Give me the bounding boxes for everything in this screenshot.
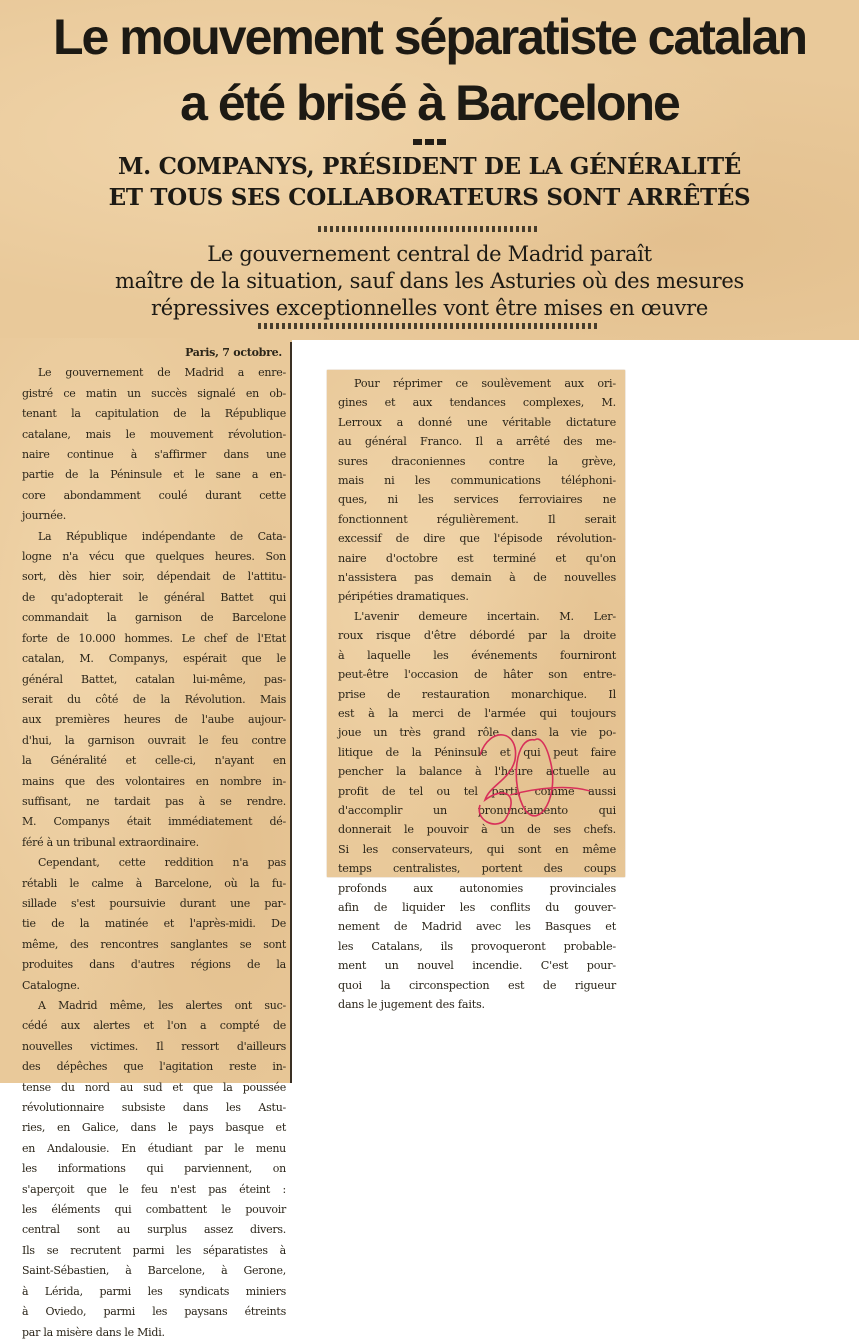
text-line: catalan, M. Companys, espérait que le — [22, 652, 286, 666]
text-line: profonds aux autonomies provinciales — [338, 881, 616, 895]
text-line: logne n'a vécu que quelques heures. Son — [22, 550, 286, 564]
wavy-rule — [258, 323, 598, 329]
text-line: prise de restauration monarchique. Il — [338, 687, 616, 701]
text-line: nouvelles victimes. Il ressort d'ailleurs — [22, 1039, 286, 1053]
text-line: litique de la Péninsule et qui peut faire — [338, 745, 616, 759]
text-line: temps centralistes, portent des coups — [338, 862, 616, 876]
text-line: aux premières heures de l'aube aujour- — [22, 713, 286, 727]
text-line: core abondamment coulé durant cette — [22, 488, 286, 502]
text-line: de qu'adopterait le général Battet qui — [22, 590, 286, 604]
text-line: à Lérida, parmi les syndicats miniers — [22, 1284, 286, 1298]
paragraph — [22, 363, 286, 526]
text-line: Saint-Sébastien, à Barcelone, à Gerone, — [22, 1264, 286, 1278]
text-line: des dépêches que l'agitation reste in- — [22, 1060, 286, 1074]
dateline: Paris, 7 octobre. — [185, 346, 282, 359]
text-line: naire d'octobre est terminé et qu'on — [338, 551, 616, 565]
text-line: naire continue à s'affirmer dans une — [22, 448, 286, 462]
text-line: produites dans d'autres régions de la — [22, 958, 286, 972]
text-line: au général Franco. Il a arrêté des me- — [338, 435, 616, 449]
text-line: suffisant, ne tardait pas à se rendre. — [22, 794, 286, 808]
headline-line-2: a été brisé à Barcelone — [180, 75, 679, 131]
text-line: partie de la Péninsule et le sane a en- — [22, 468, 286, 482]
text-line: les informations qui parviennent, on — [22, 1162, 286, 1176]
column-rule — [290, 342, 292, 1083]
text-line: roux risque d'être débordé par la droite — [338, 629, 616, 643]
text-line: fonctionnent régulièrement. Il serait — [338, 512, 616, 526]
text-line: est à la merci de l'armée qui toujours — [338, 706, 616, 720]
text-line: A Madrid même, les alertes ont suc- — [38, 999, 286, 1012]
text-line: central sont au surplus assez divers. — [22, 1223, 286, 1237]
text-line: tenant la capitulation de la République — [22, 407, 286, 421]
text-line: joue un très grand rôle dans la vie po- — [338, 726, 616, 740]
text-line: n'assistera pas demain à de nouvelles — [338, 571, 616, 585]
text-line: La République indépendante de Cata- — [38, 529, 286, 543]
deck-line-2: maître de la situation, sauf dans les Asturies où des mesures — [115, 269, 744, 293]
text-line: catalane, mais le mouvement révolution- — [22, 427, 286, 441]
text-line: rétabli le calme à Barcelone, où la fu- — [22, 876, 286, 890]
subhead-line-1: M. COMPANYS, PRÉSIDENT DE LA GÉNÉRALITÉ — [118, 153, 741, 180]
paragraph — [22, 996, 286, 1343]
text-line: commandait la garnison de Barcelone — [22, 611, 286, 625]
text-line: ries, en Galice, dans le pays basque et — [22, 1121, 286, 1135]
text-line: révolutionnaire subsiste dans les Astu- — [22, 1101, 286, 1115]
text-line: quoi la circonspection est de rigueur — [338, 978, 616, 992]
text-line: gines et aux tendances complexes, M. — [338, 396, 616, 410]
deck-line-3: répressives exceptionnelles vont être mises en œuvre — [151, 296, 708, 320]
text-line: d'accomplir un pronunciamento qui — [338, 803, 616, 817]
text-line: nement de Madrid avec les Basques et — [338, 920, 616, 934]
text-line: en Andalousie. En étudiant par le menu — [22, 1141, 286, 1155]
article-column-right — [338, 374, 616, 1014]
text-line: afin de liquider les conflits du gouver- — [338, 900, 616, 914]
text-line: d'hui, la garnison ouvrait le feu contre — [22, 733, 286, 747]
subhead-line-2: ET TOUS SES COLLABORATEURS SONT ARRÊTÉS — [108, 184, 751, 211]
text-line: Catalogne. — [22, 978, 80, 992]
article-column-left — [22, 343, 286, 1343]
text-line: péripéties dramatiques. — [338, 590, 469, 604]
text-line: Cependant, cette reddition n'a pas — [38, 856, 286, 870]
text-line: M. Companys était immédiatement dé- — [22, 815, 286, 829]
wavy-rule — [318, 226, 538, 232]
text-line: excessif de dire que l'épisode révolution- — [338, 532, 616, 546]
text-line: Pour réprimer ce soulèvement aux ori- — [354, 377, 616, 390]
text-line: donnerait le pouvoir à un de ses chefs. — [338, 823, 616, 837]
paragraph — [22, 527, 286, 854]
text-line: Si les conservateurs, qui sont en même — [338, 842, 616, 856]
text-line: féré à un tribunal extraordinaire. — [22, 835, 199, 849]
text-line: journée. — [22, 509, 66, 523]
text-line: sort, dès hier soir, dépendait de l'attitu- — [22, 570, 286, 584]
paragraph — [22, 853, 286, 996]
text-line: Ils se recrutent parmi les séparatistes à — [22, 1243, 286, 1257]
text-line: forte de 10.000 hommes. Le chef de l'Etat — [22, 631, 286, 645]
text-line: la Généralité et celle-ci, n'ayant en — [22, 754, 286, 768]
deck-line-1: Le gouvernement central de Madrid paraît — [207, 242, 652, 266]
text-line: tie de la matinée et l'après-midi. De — [22, 917, 286, 931]
text-line: tense du nord au sud et que la poussée — [22, 1080, 286, 1094]
text-line: gistré ce matin un succès signalé en ob- — [22, 386, 286, 400]
text-line: peut-être l'occasion de hâter son entre- — [338, 668, 616, 682]
text-line: mains que des volontaires en nombre in- — [22, 774, 286, 788]
text-line: profit de tel ou tel parti, comme aussi — [338, 784, 616, 798]
text-line: Le gouvernement de Madrid a enre- — [38, 366, 286, 380]
text-line: serait du côté de la Révolution. Mais — [22, 692, 286, 706]
article-body-left — [22, 363, 286, 1343]
text-line: par la misère dans le Midi. — [22, 1325, 165, 1339]
text-line: cédé aux alertes et l'on a compté de — [22, 1019, 286, 1033]
text-line: à laquelle les événements fourniront — [338, 648, 616, 662]
text-line: mais ni les communications téléphoni- — [338, 474, 616, 488]
text-line: les Catalans, ils provoqueront probable- — [338, 939, 616, 953]
article-body-right — [338, 374, 616, 1014]
headline-line-1: Le mouvement séparatiste catalan — [53, 9, 806, 65]
text-line: ques, ni les services ferroviaires ne — [338, 493, 616, 507]
text-line: s'aperçoit que le feu n'est pas éteint : — [22, 1182, 286, 1196]
text-line: pencher la balance à l'heure actuelle au — [338, 765, 616, 779]
text-line: Lerroux a donné une véritable dictature — [338, 415, 616, 429]
paragraph — [338, 607, 616, 1015]
text-line: à Oviedo, parmi les paysans étreints — [22, 1305, 286, 1319]
text-line: sillade s'est poursuivie durant une par- — [22, 896, 286, 910]
text-line: même, des rencontres sanglantes se sont — [22, 937, 286, 951]
text-line: sures draconiennes contre la grève, — [338, 454, 616, 468]
paragraph — [338, 374, 616, 607]
text-line: dans le jugement des faits. — [338, 998, 485, 1011]
ornament-separator — [413, 139, 446, 145]
text-line: L'avenir demeure incertain. M. Ler- — [354, 609, 616, 623]
text-line: général Battet, catalan lui-même, pas- — [22, 672, 286, 686]
text-line: ment un nouvel incendie. C'est pour- — [338, 959, 616, 973]
text-line: les éléments qui combattent le pouvoir — [22, 1203, 286, 1217]
